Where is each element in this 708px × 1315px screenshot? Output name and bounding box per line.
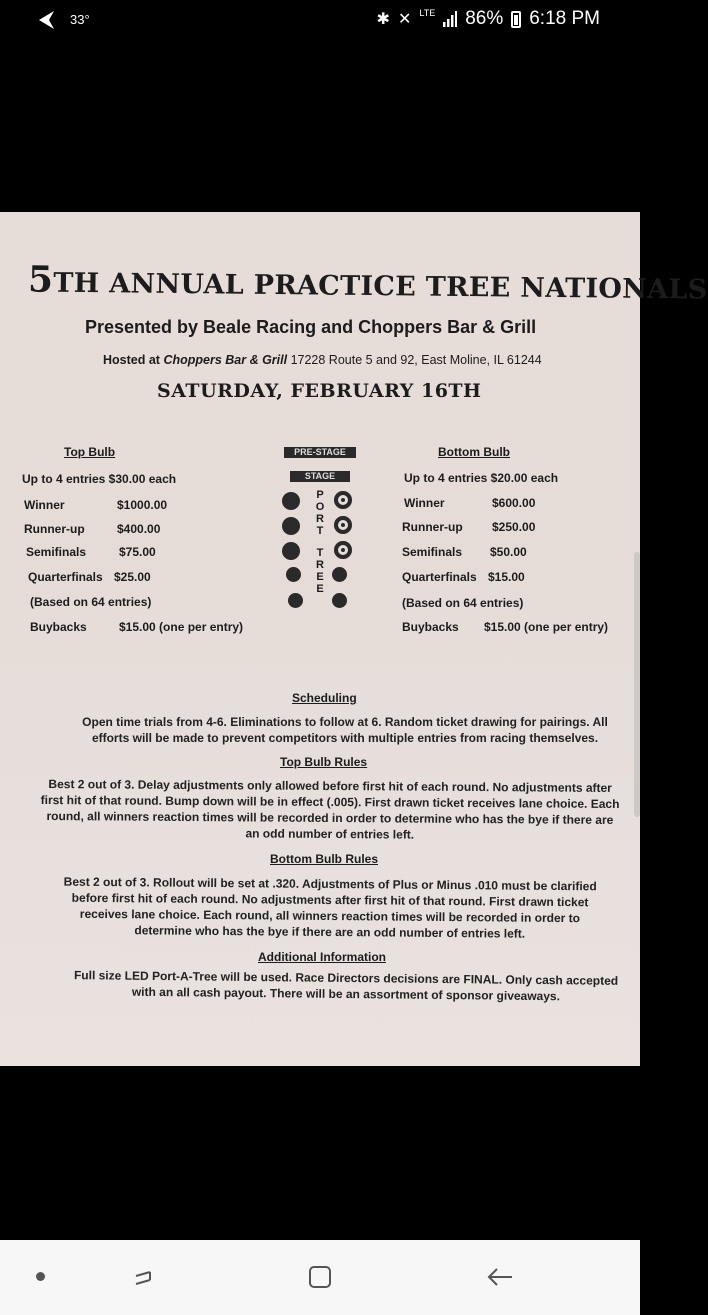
bottom-bulb-header: Bottom Bulb	[438, 445, 510, 459]
bottom-bulb-buybacks-label: Buybacks	[402, 620, 459, 634]
back-arrow-icon[interactable]	[36, 9, 58, 31]
top-bulb-rules-title: Top Bulb Rules	[280, 755, 368, 769]
top-bulb-header: Top Bulb	[64, 445, 116, 459]
top-bulb-buybacks-value: $15.00 (one per entry)	[119, 620, 244, 634]
signal-icon	[443, 11, 457, 27]
red-bulb-right	[332, 593, 347, 608]
bottom-bulb-winner-label: Winner	[404, 496, 445, 510]
stage-label: STAGE	[290, 471, 350, 482]
port-a-tree-graphic	[280, 447, 360, 637]
hosted-prefix: Hosted at	[103, 353, 160, 367]
amber-bulb-right-2	[334, 516, 352, 534]
top-bulb-semifinals-value: $75.00	[119, 545, 156, 559]
bottom-bulb-runnerup-label: Runner-up	[402, 520, 463, 534]
battery-percent: 86%	[465, 8, 504, 29]
bottom-bulb-buybacks-value: $15.00 (one per entry)	[484, 620, 609, 634]
battery-icon	[511, 11, 521, 28]
navigation-bar	[0, 1240, 640, 1315]
recent-apps-icon[interactable]	[130, 1264, 156, 1290]
mute-icon: ✕	[397, 11, 412, 28]
bottom-bulb-rules-text: Best 2 out of 3. Rollout will be set at .320. Adjustments of Plus or Minus .010 must be clarified before first hit of each round. No adjustments after first hit of that round. First drawn ticket receives lane choice. Each round, all winners reaction times will be recorded in order to determine who has the bye if there are an odd number of entries left.	[63, 874, 597, 941]
back-icon[interactable]	[486, 1264, 514, 1290]
amber-bulb-right-3	[334, 541, 352, 559]
presented-by: Presented by Beale Racing and Choppers Bar & Grill	[85, 317, 537, 337]
green-bulb-left	[286, 567, 301, 582]
amber-bulb-left-3	[282, 542, 300, 560]
top-bulb-semifinals-label: Semifinals	[26, 545, 87, 559]
tree-word-tree: TREE	[316, 547, 324, 595]
bluetooth-icon: ✱	[376, 11, 390, 28]
tree-word-port: PORT	[315, 489, 325, 537]
hosted-venue: Choppers Bar & Grill	[163, 353, 288, 367]
green-bulb-right	[332, 567, 347, 582]
pre-stage-label: PRE-STAGE	[284, 447, 356, 458]
hosted-address: 17228 Route 5 and 92, East Moline, IL 61244	[290, 353, 542, 367]
red-bulb-left	[288, 593, 303, 608]
bottom-bulb-semifinals-value: $50.00	[490, 545, 527, 559]
additional-info-title: Additional Information	[258, 950, 386, 964]
bottom-bulb-quarterfinals-value: $15.00	[488, 570, 525, 584]
top-bulb-entries: Up to 4 entries $30.00 each	[22, 472, 177, 486]
scheduling-text: Open time trials from 4-6. Eliminations to follow at 6. Random ticket drawing for pairings. All efforts will be made to prevent competitors with multiple entries from racing themselves.	[82, 715, 608, 745]
scrollbar[interactable]	[634, 552, 640, 817]
top-bulb-runnerup-value: $400.00	[117, 522, 161, 536]
event-date: SATURDAY, FEBRUARY 16TH	[157, 380, 482, 402]
bottom-bulb-rules-title: Bottom Bulb Rules	[270, 852, 378, 866]
bottom-bulb-entries: Up to 4 entries $20.00 each	[404, 471, 559, 485]
title-rest: TH ANNUAL PRACTICE TREE NATIONALS	[53, 267, 708, 306]
top-bulb-quarterfinals-value: $25.00	[114, 570, 151, 584]
top-bulb-rules-text: Best 2 out of 3. Delay adjustments only allowed before first hit of each round. No adjustments after first hit of that round. Bump down will be in effect (.005). First drawn ticket receives lane choice. Each round, all winners reaction times will be recorded in order to determine who has the bye if there are an odd number of entries left.	[40, 777, 620, 842]
amber-bulb-left-1	[282, 492, 300, 510]
top-bulb-runnerup-label: Runner-up	[24, 522, 85, 536]
additional-info-text: Full size LED Port-A-Tree will be used. Race Directors decisions are FINAL. Only cash accepted with an all cash payout. There will be an assortment of sponsor giveaways.	[73, 968, 619, 1004]
top-bulb-based-on: (Based on 64 entries)	[30, 595, 152, 609]
home-icon[interactable]	[309, 1266, 331, 1288]
flyer-image	[0, 212, 708, 1066]
amber-bulb-left-2	[282, 517, 300, 535]
title-first-letter: 5	[27, 258, 54, 301]
bottom-bulb-quarterfinals-label: Quarterfinals	[402, 570, 477, 584]
status-bar	[0, 0, 640, 40]
bottom-bulb-column	[402, 445, 632, 645]
bottom-bulb-winner-value: $600.00	[492, 496, 536, 510]
hosted-line	[103, 353, 542, 367]
top-bulb-winner-label: Winner	[24, 498, 65, 512]
network-type: LTE	[419, 8, 436, 18]
bottom-bulb-runnerup-value: $250.00	[492, 520, 536, 534]
top-bulb-quarterfinals-label: Quarterfinals	[28, 570, 103, 584]
bottom-bulb-semifinals-label: Semifinals	[402, 545, 463, 559]
amber-bulb-right-1	[334, 491, 352, 509]
dot-icon[interactable]	[36, 1272, 45, 1281]
bottom-bulb-based-on: (Based on 64 entries)	[402, 596, 524, 610]
status-icons	[377, 8, 600, 30]
scheduling-title: Scheduling	[292, 691, 357, 705]
top-bulb-winner-value: $1000.00	[117, 498, 168, 512]
flyer-title	[28, 258, 708, 307]
clock: 6:18 PM	[529, 8, 600, 29]
top-bulb-column	[22, 445, 282, 645]
top-bulb-buybacks-label: Buybacks	[30, 620, 87, 634]
temperature: 33°	[70, 12, 90, 27]
